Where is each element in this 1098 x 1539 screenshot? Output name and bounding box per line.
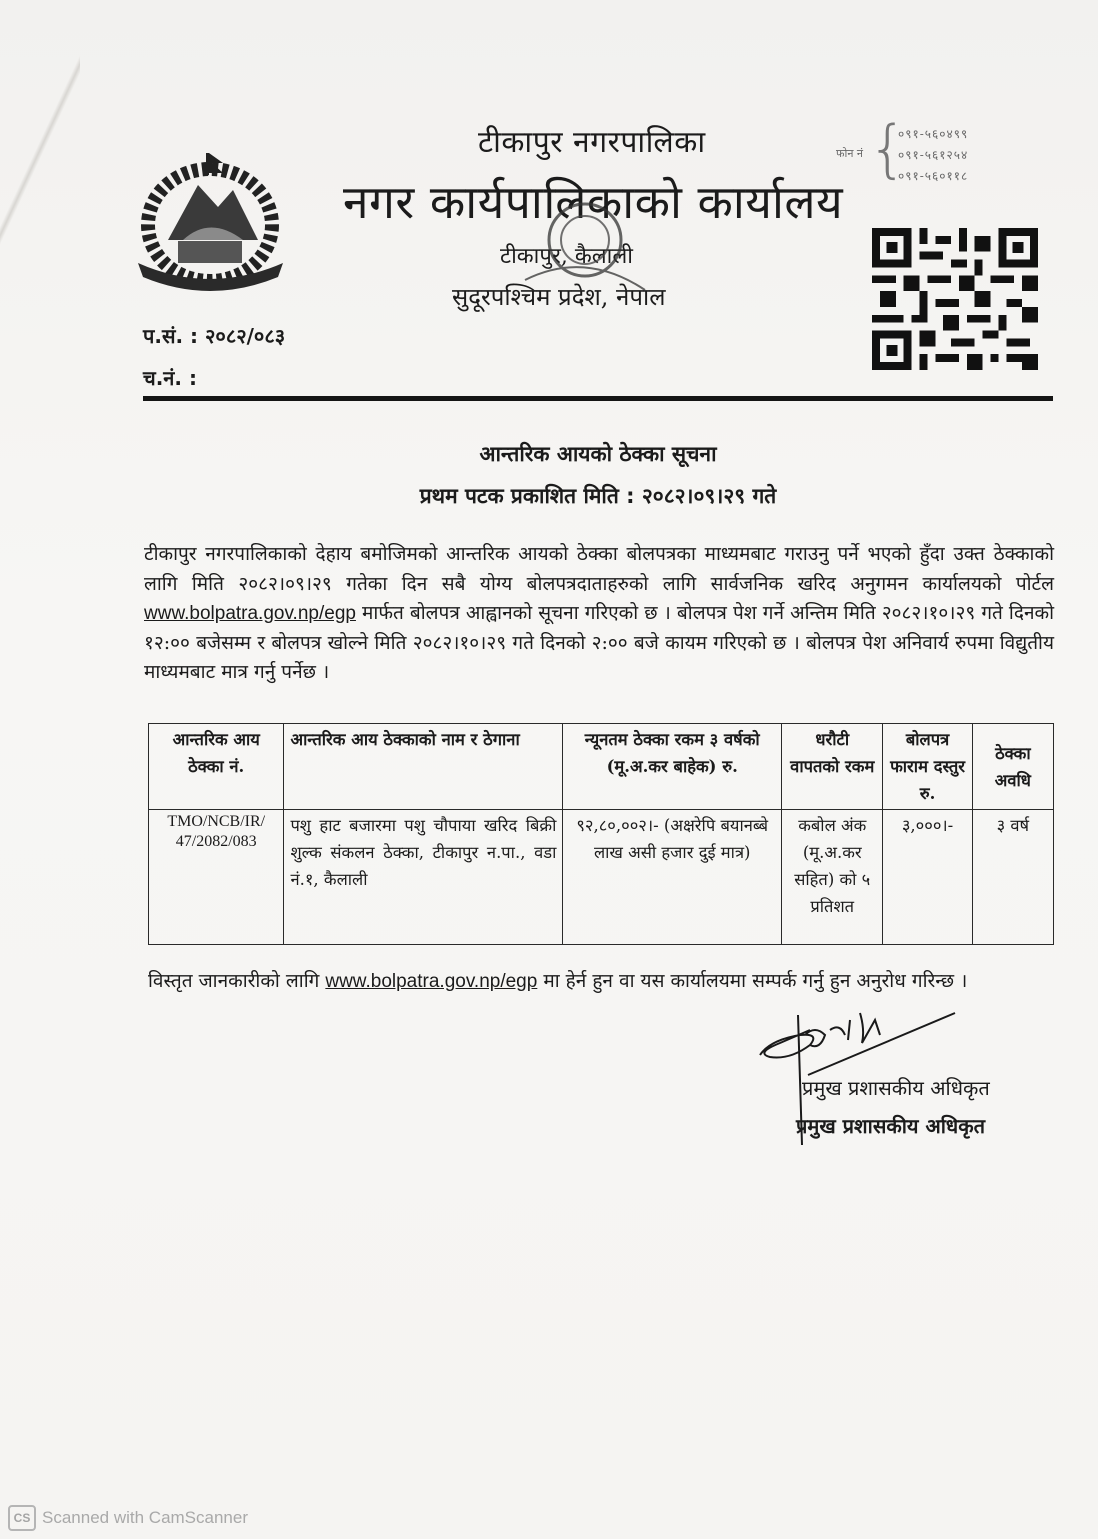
phone-number: ०९१-५६०४९९: [898, 127, 969, 141]
cell-min-amount: ९२,८०,००२।- (अक्षरेपि बयानब्बे लाख असी हजार दुई मात्र): [563, 810, 782, 945]
table-row: [149, 810, 1054, 945]
bolpatra-portal-link[interactable]: www.bolpatra.gov.np/egp: [144, 603, 356, 624]
phone-number: ०९१-५६१२५४: [898, 148, 969, 162]
table-header-row: [149, 724, 1054, 810]
camscanner-text: Scanned with CamScanner: [42, 1508, 249, 1527]
phone-label: फोन नं: [836, 147, 864, 160]
office-stamp-icon: [505, 200, 665, 320]
col-duration: ठेक्का अवधि: [972, 724, 1053, 810]
footer-text-2: मा हेर्न हुन वा यस कार्यालयमा सम्पर्क गर्नु हुन अनुरोध गरिन्छ ।: [537, 970, 968, 992]
cell-contract-no: TMO/NCB/IR/ 47/2082/083: [149, 810, 284, 945]
footer-text-1: विस्तृत जानकारीको लागि: [148, 970, 326, 992]
signatory-title-stamp: प्रमुख प्रशासकीय अधिकृत: [796, 1114, 985, 1138]
contract-table: [148, 723, 1054, 945]
col-contract-no: आन्तरिक आय ठेक्का नं.: [149, 724, 284, 810]
notice-body-text-1: टीकापुर नगरपालिकाको देहाय बमोजिमको आन्तरिक आयको ठेक्का बोलपत्रका माध्यमबाट गराउनु पर्ने भएको हुँदा उक्त ठेक्काको लागि मिति २०८२।०९।२९ गतेका दिन सबै योग्य बोलपत्रदाताहरुको लागि सार्वजनिक खरिद अनुगमन कार्यालयको पोर्टल: [144, 543, 1054, 595]
municipality-name: टीकापुर नगरपालिका: [478, 125, 706, 160]
cell-duration: ३ वर्ष: [972, 810, 1053, 945]
letter-number-value: २०८२/०८३: [205, 324, 286, 348]
letter-number-label: प.सं. :: [143, 324, 199, 348]
col-name-address: आन्तरिक आय ठेक्काको नाम र ठेगाना: [284, 724, 563, 810]
cell-deposit: कबोल अंक (मू.अ.कर सहित) को ५ प्रतिशत: [782, 810, 883, 945]
phone-brace-icon: {: [868, 112, 908, 185]
notice-body: [144, 540, 1054, 688]
province-line: सुदूरपश्चिम प्रदेश, नेपाल: [452, 283, 666, 311]
col-deposit: धरौटी वापतको रकम: [782, 724, 883, 810]
letter-number: [143, 322, 285, 349]
camscanner-logo-icon: CS: [8, 1505, 36, 1531]
cell-name-address: पशु हाट बजारमा पशु चौपाया खरिद बिक्री शुल्क संकलन ठेक्का, टीकापुर न.पा., वडा नं.१, कैलाली: [284, 810, 563, 945]
qr-code-icon: [872, 228, 1038, 370]
notice-title: आन्तरिक आयको ठेक्का सूचना: [479, 442, 717, 466]
footer-portal-link[interactable]: www.bolpatra.gov.np/egp: [325, 971, 538, 992]
scan-edge-shadow: [0, 0, 80, 300]
dispatch-number: [143, 364, 197, 391]
dispatch-number-label: च.नं. :: [143, 366, 197, 390]
location-line: टीकापुर, कैलाली: [500, 244, 633, 269]
published-label: प्रथम पटक प्रकाशित मिति :: [419, 484, 635, 508]
office-name: नगर कार्यपालिकाको कार्यालय: [343, 175, 844, 229]
header-divider: [143, 396, 1053, 401]
camscanner-watermark: [8, 1505, 248, 1531]
published-date-line: [0, 482, 1098, 510]
signatory-title: प्रमुख प्रशासकीय अधिकृत: [802, 1076, 990, 1100]
published-date: २०८२।०९।२९ गते: [641, 484, 777, 508]
nepal-emblem-icon: [128, 145, 293, 293]
cell-form-fee: ३,०००।-: [883, 810, 972, 945]
footer-note: [148, 966, 1054, 997]
phone-list: [898, 124, 968, 187]
notice-body-text-2: मार्फत बोलपत्र आह्वानको सूचना गरिएको छ । बोलपत्र पेश गर्ने अन्तिम मिति २०८२।१०।२९ गते दिनको १२:०० बजेसम्म र बोलपत्र खोल्ने मिति २०८२।१०।२९ गते दिनको २:०० बजे कायम गरिएको छ । बोलपत्र पेश अनिवार्य रुपमा विद्युतीय माध्यमबाट मात्र गर्नु पर्नेछ ।: [144, 602, 1054, 683]
phone-number: ०९१-५६०११८: [898, 169, 969, 183]
col-form-fee: बोलपत्र फाराम दस्तुर रु.: [883, 724, 972, 810]
col-min-amount: न्यूनतम ठेक्का रकम ३ वर्षको (मू.अ.कर बाहेक) रु.: [563, 724, 782, 810]
